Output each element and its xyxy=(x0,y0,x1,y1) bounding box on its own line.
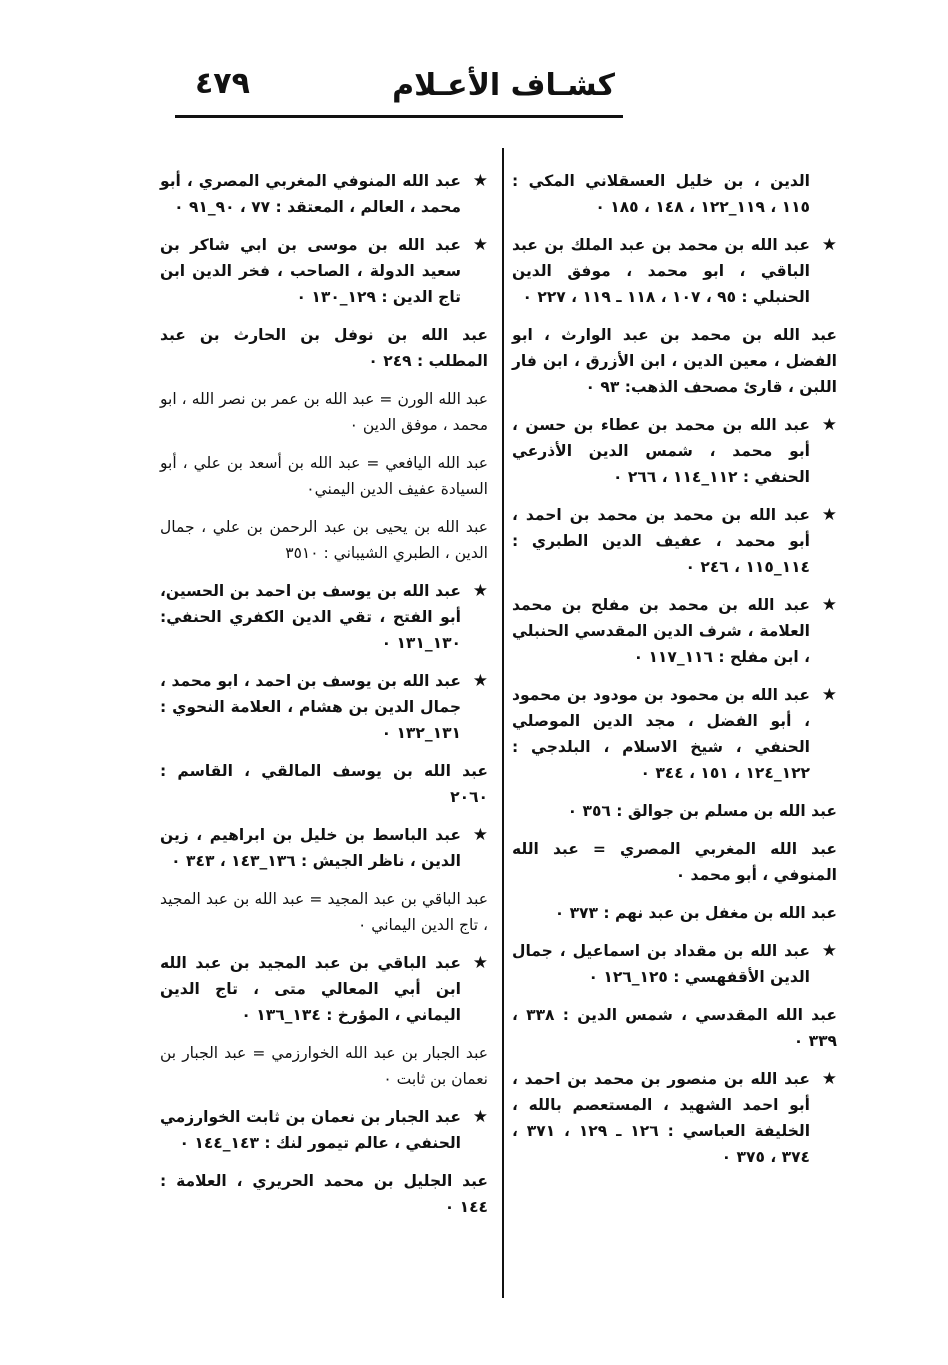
entry-text: الدين ، بن خليل العسقلاني المكي : ١١٥ ، ١١٩_١٢٢ ، ١٤٨ ، ١٨٥ ٠ xyxy=(512,172,810,216)
entry-text: عبد الجليل بن محمد الحريري ، العلامة : ١٤٤ ٠ xyxy=(160,1172,488,1216)
index-entry xyxy=(160,668,488,746)
star-icon: ★ xyxy=(472,671,488,691)
entry-text: عبد الله المنوفي المغربي المصري ، أبو محمد ، العالم ، المعتقد : ٧٧ ، ٩٠_٩١ ٠ xyxy=(160,172,461,216)
entry-text: عبد الباسط بن خليل بن ابراهيم ، زين الدين ، ناظر الجيش : ١٣٦_١٤٣ ، ٣٤٣ ٠ xyxy=(160,826,461,870)
index-entry xyxy=(160,168,488,220)
entry-text: عبد الله بن مسلم بن جوالق : ٣٥٦ ٠ xyxy=(567,802,837,820)
entry-text: عبد الله المقدسي ، شمس الدين : ٣٣٨ ، ٣٣٩ ٠ xyxy=(512,1006,837,1050)
index-entry xyxy=(512,1002,837,1054)
index-entry xyxy=(160,232,488,310)
entry-text: عبد الله اليافعي = عبد الله بن أسعد بن علي ، أبو السيادة عفيف الدين اليمني٠ xyxy=(160,454,488,498)
index-entry xyxy=(160,886,488,938)
star-icon: ★ xyxy=(821,235,837,255)
index-entry xyxy=(160,514,488,566)
star-icon: ★ xyxy=(821,685,837,705)
index-entry xyxy=(512,682,837,786)
star-icon: ★ xyxy=(472,171,488,191)
entry-text: عبد الله بن محمد بن مفلح بن محمد العلامة ، شرف الدين المقدسي الحنبلي ، ابن مفلح : ١١٦_١١٧ ٠ xyxy=(512,596,810,666)
index-entry xyxy=(160,450,488,502)
entry-text: عبد الله بن موسى بن ابي شاكر بن سعيد الدولة ، الصاحب ، فخر الدين ابن تاج الدين : ١٢٩_١٣٠ ٠ xyxy=(160,236,461,306)
index-entry xyxy=(160,386,488,438)
column-divider xyxy=(502,148,504,1298)
index-entry xyxy=(160,322,488,374)
entry-text: عبد الله بن مغفل بن عبد نهم : ٣٧٣ ٠ xyxy=(554,904,837,922)
entry-text: عبد الله بن محمد بن محمد بن احمد ، أبو محمد ، عفيف الدين الطبري : ١١٤_١١٥ ، ٢٤٦ ٠ xyxy=(512,506,810,576)
page-title: كشـاف الأعـلام xyxy=(392,68,615,103)
index-entry xyxy=(160,822,488,874)
entry-text: عبد الله بن محمد بن عطاء بن حسن ، أبو محمد ، شمس الدين الأذرعي الحنفي : ١١٢_١١٤ ، ٢٦٦ ٠ xyxy=(512,416,810,486)
index-entry xyxy=(512,938,837,990)
entry-text: عبد الله بن يوسف بن احمد بن الحسين، أبو الفتح ، تقي الدين الكفري الحنفي: ١٣٠_١٣١ ٠ xyxy=(160,582,461,652)
star-icon: ★ xyxy=(821,415,837,435)
entry-text: عبد الباقي بن عبد المجيد = عبد الله بن عبد المجيد ، تاج الدين اليماني ٠ xyxy=(160,890,488,934)
index-entry xyxy=(160,950,488,1028)
entry-text: عبد الله بن يحيى بن عبد الرحمن بن علي ، جمال الدين ، الطبري الشيباني : ٣٥١٠ xyxy=(160,518,488,562)
index-entry xyxy=(160,1168,488,1220)
star-icon: ★ xyxy=(821,941,837,961)
page-header xyxy=(175,62,623,118)
index-entry xyxy=(512,232,837,310)
entry-text: عبد الجبار بن عبد الله الخوارزمي = عبد الجبار بن نعمان بن ثابت ٠ xyxy=(160,1044,488,1088)
right-column xyxy=(512,168,837,1182)
index-entry xyxy=(512,502,837,580)
entry-text: عبد الله الورن = عبد الله بن عمر بن نصر الله ، ابو محمد ، موفق الدين ٠ xyxy=(160,390,488,434)
index-entry xyxy=(160,758,488,810)
entry-text: عبد الله بن محمود بن مودود بن محمود ، أبو الفضل ، مجد الدين الموصلي الحنفي ، شيخ الاسلام ، البلدجي : ١٢٢_١٢٤ ، ١٥١ ، ٣٤٤ ٠ xyxy=(512,686,810,782)
entry-text: عبد الله بن نوفل بن الحارث بن عبد المطلب : ٢٤٩ ٠ xyxy=(160,326,488,370)
index-entry xyxy=(512,836,837,888)
index-entry xyxy=(160,1040,488,1092)
index-entry xyxy=(512,798,837,824)
entry-text: عبد الله بن يوسف المالقي ، القاسم : ٢٠٦٠ xyxy=(160,762,488,806)
entry-text: عبد الله بن منصور بن محمد بن احمد ، أبو احمد الشهيد ، المستعصم بالله ، الخليفة العباسي : ١٢٦ ـ ١٢٩ ، ٣٧١ ، ٣٧٤ ، ٣٧٥ ٠ xyxy=(512,1070,811,1166)
page-number: ٤٧٩ xyxy=(195,66,250,101)
star-icon: ★ xyxy=(472,825,488,845)
header-rule xyxy=(175,115,623,118)
star-icon: ★ xyxy=(821,1069,837,1089)
star-icon: ★ xyxy=(472,581,488,601)
star-icon: ★ xyxy=(472,953,488,973)
index-entry xyxy=(160,1104,488,1156)
entry-text: عبد الله بن مقداد بن اسماعيل ، جمال الدين الأقفهسي : ١٢٥_١٢٦ ٠ xyxy=(512,942,810,986)
index-entry xyxy=(512,322,837,400)
index-entry xyxy=(512,1066,837,1170)
index-entry xyxy=(512,168,837,220)
entry-text: عبد الباقي بن عبد المجيد بن عبد الله ابن أبي المعالي متى ، تاج الدين اليماني ، المؤرخ : ١٣٤_١٣٦ ٠ xyxy=(160,954,461,1024)
entry-text: عبد الله المغربي المصري = عبد الله المنوفي ، أبو محمد ٠ xyxy=(512,840,837,884)
star-icon: ★ xyxy=(472,1107,488,1127)
entry-text: عبد الجبار بن نعمان بن ثابت الخوارزمي الحنفي ، عالم تيمور لنك : ١٤٣_١٤٤ ٠ xyxy=(160,1108,461,1152)
index-entry xyxy=(512,412,837,490)
entry-text: عبد الله بن يوسف بن احمد ، ابو محمد ، جمال الدين بن هشام ، العلامة النحوي : ١٣١_١٣٢ ٠ xyxy=(160,672,461,742)
star-icon: ★ xyxy=(821,595,837,615)
index-entry xyxy=(160,578,488,656)
entry-text: عبد الله بن محمد بن عبد الملك بن عبد الباقي ، ابو محمد ، موفق الدين الحنبلي : ٩٥ ، ١٠٧ ، ١١٨ ـ ١١٩ ، ٢٢٧ ٠ xyxy=(512,236,810,306)
star-icon: ★ xyxy=(821,505,837,525)
index-entry xyxy=(512,592,837,670)
index-entry xyxy=(512,900,837,926)
left-column xyxy=(160,168,488,1232)
entry-text: عبد الله بن محمد بن عبد الوارث ، ابو الفضل ، معين الدين ، ابن الأزرق ، ابن فار اللبن ، قارئ مصحف الذهب: ٩٣ ٠ xyxy=(512,326,837,396)
star-icon: ★ xyxy=(472,235,488,255)
